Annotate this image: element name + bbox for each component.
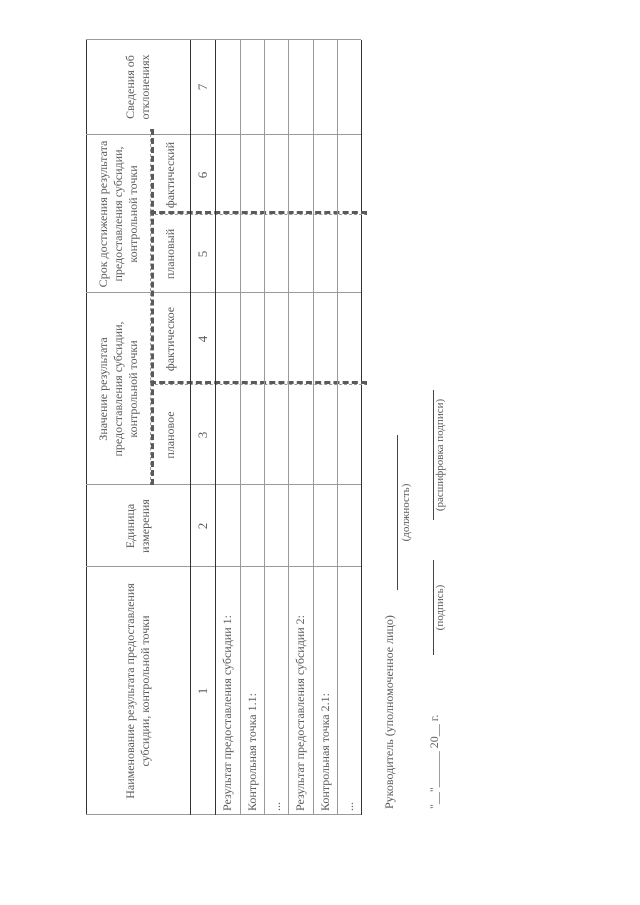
col-divider-4 bbox=[86, 292, 361, 293]
signature-date: "__"______ 20__ г. bbox=[427, 714, 441, 809]
column-number-6: 6 bbox=[195, 171, 210, 179]
col-divider-6 bbox=[86, 134, 361, 135]
column-number-7: 7 bbox=[195, 83, 210, 91]
column-number-1: 1 bbox=[195, 687, 210, 695]
column-number-5: 5 bbox=[195, 250, 210, 258]
column-numbers-bottom bbox=[215, 40, 216, 815]
table-right-border bbox=[86, 39, 361, 40]
table-top-border bbox=[86, 40, 87, 815]
col-divider-1 bbox=[86, 566, 361, 567]
header-value: Значение результата предоставления субсидии, контрольной точки bbox=[95, 321, 140, 457]
header-name: Наименование результата предоставления субсидии, контрольной точки bbox=[123, 583, 152, 799]
column-number-4: 4 bbox=[195, 335, 210, 343]
header-deadline: Срок достижения результата предоставления субсидии, контрольной точки bbox=[95, 140, 140, 288]
row-checkpoint-1-1: Контрольная точка 1.1: bbox=[245, 693, 259, 811]
position-caption: (должность) bbox=[400, 483, 412, 542]
row-divider-4 bbox=[313, 40, 314, 815]
header-deadline-plan: плановый bbox=[162, 228, 177, 280]
signature-title: Руководитель (уполномоченное лицо) bbox=[382, 615, 396, 809]
table-left-border bbox=[86, 814, 361, 815]
row-divider-3 bbox=[288, 40, 289, 815]
row-ellipsis-2: ... bbox=[342, 802, 356, 811]
row-ellipsis-1: ... bbox=[269, 802, 283, 811]
column-number-3: 3 bbox=[195, 431, 210, 439]
row-checkpoint-2-1: Контрольная точка 2.1: bbox=[318, 693, 332, 811]
header-deviations: Сведения об отклонениях bbox=[123, 54, 152, 120]
col-divider-2 bbox=[86, 484, 361, 485]
header-unit: Единица измерения bbox=[123, 499, 152, 553]
row-divider-2 bbox=[264, 40, 265, 815]
decode-caption: (расшифровка подписи) bbox=[434, 398, 446, 512]
row-result-1: Результат предоставления субсидии 1: bbox=[220, 615, 234, 811]
row-divider-1 bbox=[240, 40, 241, 815]
sign-caption: (подпись) bbox=[434, 584, 446, 631]
position-line bbox=[397, 435, 398, 590]
table-bottom-border bbox=[361, 40, 362, 815]
column-number-2: 2 bbox=[195, 522, 210, 530]
header-deadline-fact: фактический bbox=[162, 141, 177, 209]
header-value-fact: фактическое bbox=[162, 306, 177, 372]
row-divider-5 bbox=[337, 40, 338, 815]
header-value-plan: плановое bbox=[162, 411, 177, 459]
row-result-2: Результат предоставления субсидии 2: bbox=[293, 615, 307, 811]
